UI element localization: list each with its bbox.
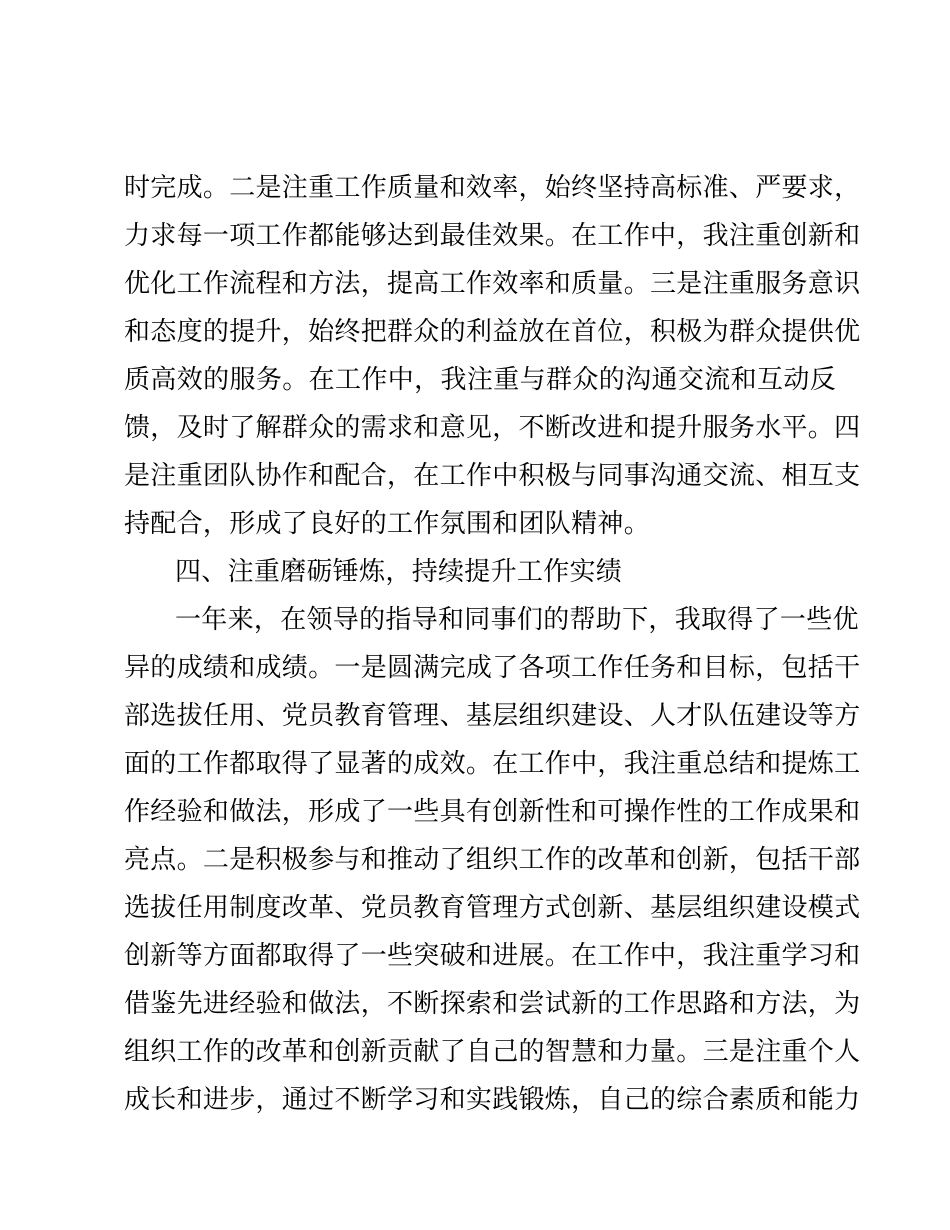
paragraph-line: 选拔任用制度改革、党员教育管理方式创新、基层组织建设模式 <box>124 893 861 923</box>
paragraph-line: 部选拔任用、党员教育管理、基层组织建设、人才队伍建设等方 <box>124 701 861 731</box>
paragraph-line: 亮点。二是积极参与和推动了组织工作的改革和创新，包括干部 <box>124 845 861 875</box>
paragraph-line: 优化工作流程和方法，提高工作效率和质量。三是注重服务意识 <box>124 269 861 299</box>
paragraph-line: 力求每一项工作都能够达到最佳效果。在工作中，我注重创新和 <box>124 221 861 251</box>
paragraph-line: 创新等方面都取得了一些突破和进展。在工作中，我注重学习和 <box>124 941 861 971</box>
paragraph-line: 时完成。二是注重工作质量和效率，始终坚持高标准、严要求， <box>124 173 861 203</box>
paragraph-line: 一年来，在领导的指导和同事们的帮助下，我取得了一些优 <box>175 605 859 635</box>
paragraph-line: 作经验和做法，形成了一些具有创新性和可操作性的工作成果和 <box>124 797 861 827</box>
paragraph-line: 成长和进步，通过不断学习和实践锻炼，自己的综合素质和能力 <box>124 1085 861 1115</box>
paragraph-line: 和态度的提升，始终把群众的利益放在首位，积极为群众提供优 <box>124 317 861 347</box>
paragraph-line: 异的成绩和成绩。一是圆满完成了各项工作任务和目标，包括干 <box>124 653 861 683</box>
paragraph-line: 质高效的服务。在工作中，我注重与群众的沟通交流和互动反 <box>124 365 836 395</box>
paragraph-line: 是注重团队协作和配合，在工作中积极与同事沟通交流、相互支 <box>124 461 861 491</box>
paragraph-line: 馈，及时了解群众的需求和意见，不断改进和提升服务水平。四 <box>124 413 861 443</box>
paragraph-line: 组织工作的改革和创新贡献了自己的智慧和力量。三是注重个人 <box>124 1037 861 1067</box>
paragraph-line: 借鉴先进经验和做法，不断探索和尝试新的工作思路和方法，为 <box>124 989 861 1019</box>
paragraph-line: 持配合，形成了良好的工作氛围和团队精神。 <box>124 509 651 539</box>
section-heading: 四、注重磨砺锤炼，持续提升工作实绩 <box>175 557 623 587</box>
paragraph-line: 面的工作都取得了显著的成效。在工作中，我注重总结和提炼工 <box>124 749 861 779</box>
